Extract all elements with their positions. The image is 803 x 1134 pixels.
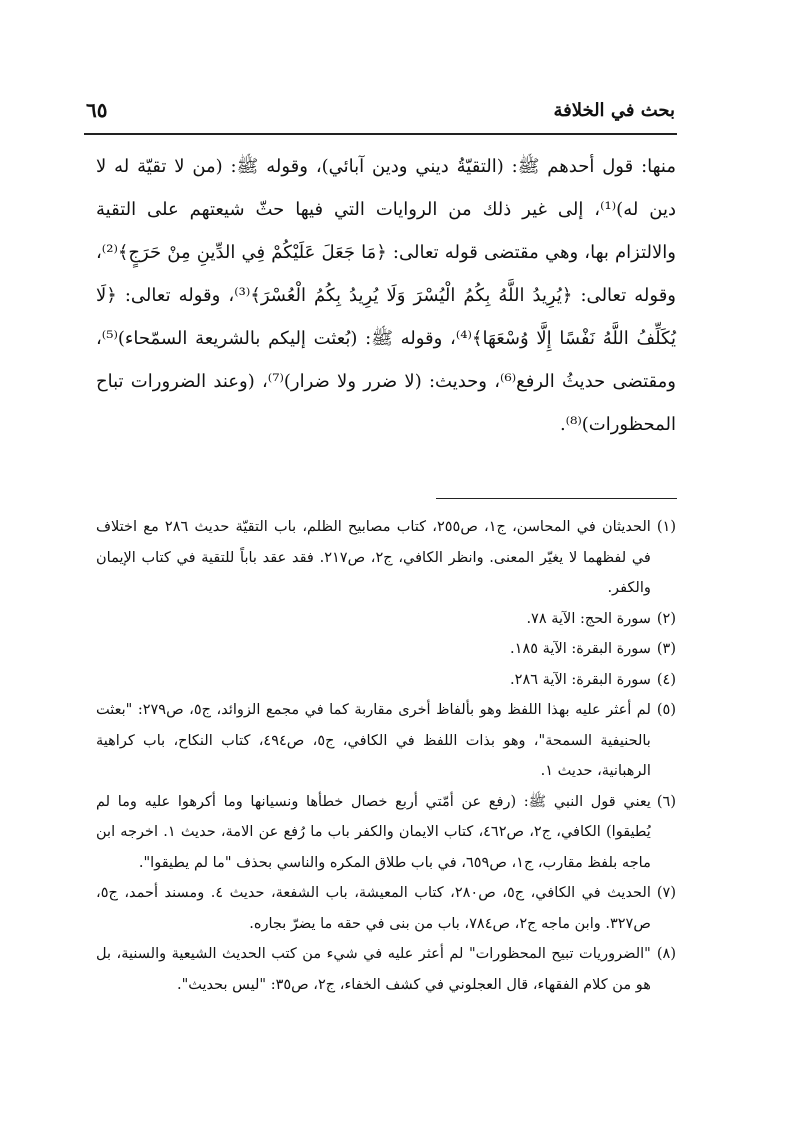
footnote-text: سورة البقرة: الآية ٢٨٦.	[510, 671, 651, 688]
footnote-separator	[436, 498, 677, 499]
footnote-2	[96, 604, 676, 635]
footnote-number: (٦)	[656, 793, 676, 810]
footnote-text: الحديث في الكافي، ج٥، ص٢٨٠، كتاب المعيشة، باب الشفعة، حديث ٤. ومسند أحمد، ج٥، ص٣٢٧. وابن ماجه ج٢، ص٧٨٤، باب من بنى في حقه ما يضرّ بجاره.	[96, 885, 651, 932]
footnote-7	[96, 878, 676, 939]
footnote-text: سورة البقرة: الآية ١٨٥.	[510, 641, 651, 657]
footnote-text: سورة الحج: الآية ٧٨.	[526, 610, 651, 627]
footnote-text: "الضروريات تبيح المحظورات" لم أعثر عليه في شيء من كتب الحديث الشيعية والسنية، بل هو من كلام الفقهاء، قال العجلوني في كشف الخفاء، ج٢، ص٣٥: "ليس بحديث".	[96, 946, 651, 993]
footnote-text: لم أعثر عليه بهذا اللفظ وهو بألفاظ أخرى مقاربة كما في مجمع الزوائد، ج٥، ص٢٧٩: "بعثت بالحنيفية السمحة"، وهو بذات اللفظ في الكافي، ج٥، ص٤٩٤، كتاب النكاح، باب كراهية الرهبانية، حديث ١.	[96, 702, 651, 779]
footnote-number: (٧)	[656, 885, 676, 901]
body-paragraph: منها: قول أحدهم ﷺ: (التقيّةُ ديني ودين آبائي)، وقوله ﷺ: (من لا تقيّة له لا دين له)⁽¹⁾، إلى غير ذلك من الروايات التي فيها حثّ شيعتهم على التقية والالتزام بها، وهي مقتضى قوله تعالى: ﴿مَا جَعَلَ عَلَيْكُمْ فِي الدِّينِ مِنْ حَرَجٍ﴾⁽²⁾، وقوله تعالى: ﴿يُرِيدُ اللَّهُ بِكُمُ الْيُسْرَ وَلَا يُرِيدُ بِكُمُ الْعُسْرَ﴾⁽³⁾، وقوله تعالى: ﴿لَا يُكَلِّفُ اللَّهُ نَفْسًا إِلَّا وُسْعَهَا﴾⁽⁴⁾، وقوله ﷺ: (بُعثت إليكم بالشريعة السمّحاء)⁽⁵⁾، ومقتضى حديثُ الرفع⁽⁶⁾، وحديث: (لا ضرر ولا ضرار)⁽⁷⁾، (وعند الضرورات تباح المحظورات)⁽⁸⁾.	[96, 156, 677, 435]
footnote-text: يعني قول النبي ﷺ: (رفع عن أمّتي أربع خصال خطأها ونسيانها وما أكرهوا عليه وما لم يُطيقوا) الكافي، ج٢، ص٤٦٢، كتاب الايمان والكفر باب ما رُفع عن الامة، حديث ١. اخرجه ابن ماجه بلفظ مقارب، ج١، ص٦٥٩، في باب طلاق المكره والناسي بحذف "ما لم يطيقوا".	[96, 793, 651, 871]
footnote-text: الحديثان في المحاسن، ج١، ص٢٥٥، كتاب مصابيح الظلم، باب التقيّة حديث ٢٨٦ مع اختلاف في لفظهما لا يغيّر المعنى. وانظر الكافي، ج٢، ص٢١٧. فقد عقد باباً للتقية في كتاب الإيمان والكفر.	[96, 519, 651, 596]
footnote-1	[96, 512, 676, 604]
footnotes-section	[96, 512, 676, 1000]
footnote-number: (٤)	[656, 671, 676, 688]
header-rule	[84, 133, 677, 135]
footnote-3	[96, 634, 676, 665]
footnote-4	[96, 665, 676, 696]
footnote-number: (١)	[656, 519, 676, 535]
footnote-8	[96, 939, 676, 1000]
page-number: ٦٥	[86, 98, 108, 122]
footnote-5	[96, 695, 676, 787]
footnote-6	[96, 787, 676, 879]
main-text	[96, 145, 676, 446]
footnote-number: (٢)	[656, 610, 676, 627]
footnote-number: (٣)	[656, 641, 676, 657]
footnote-number: (٨)	[656, 946, 676, 962]
footnote-number: (٥)	[656, 702, 676, 718]
running-title: بحث في الخلافة	[553, 100, 675, 121]
